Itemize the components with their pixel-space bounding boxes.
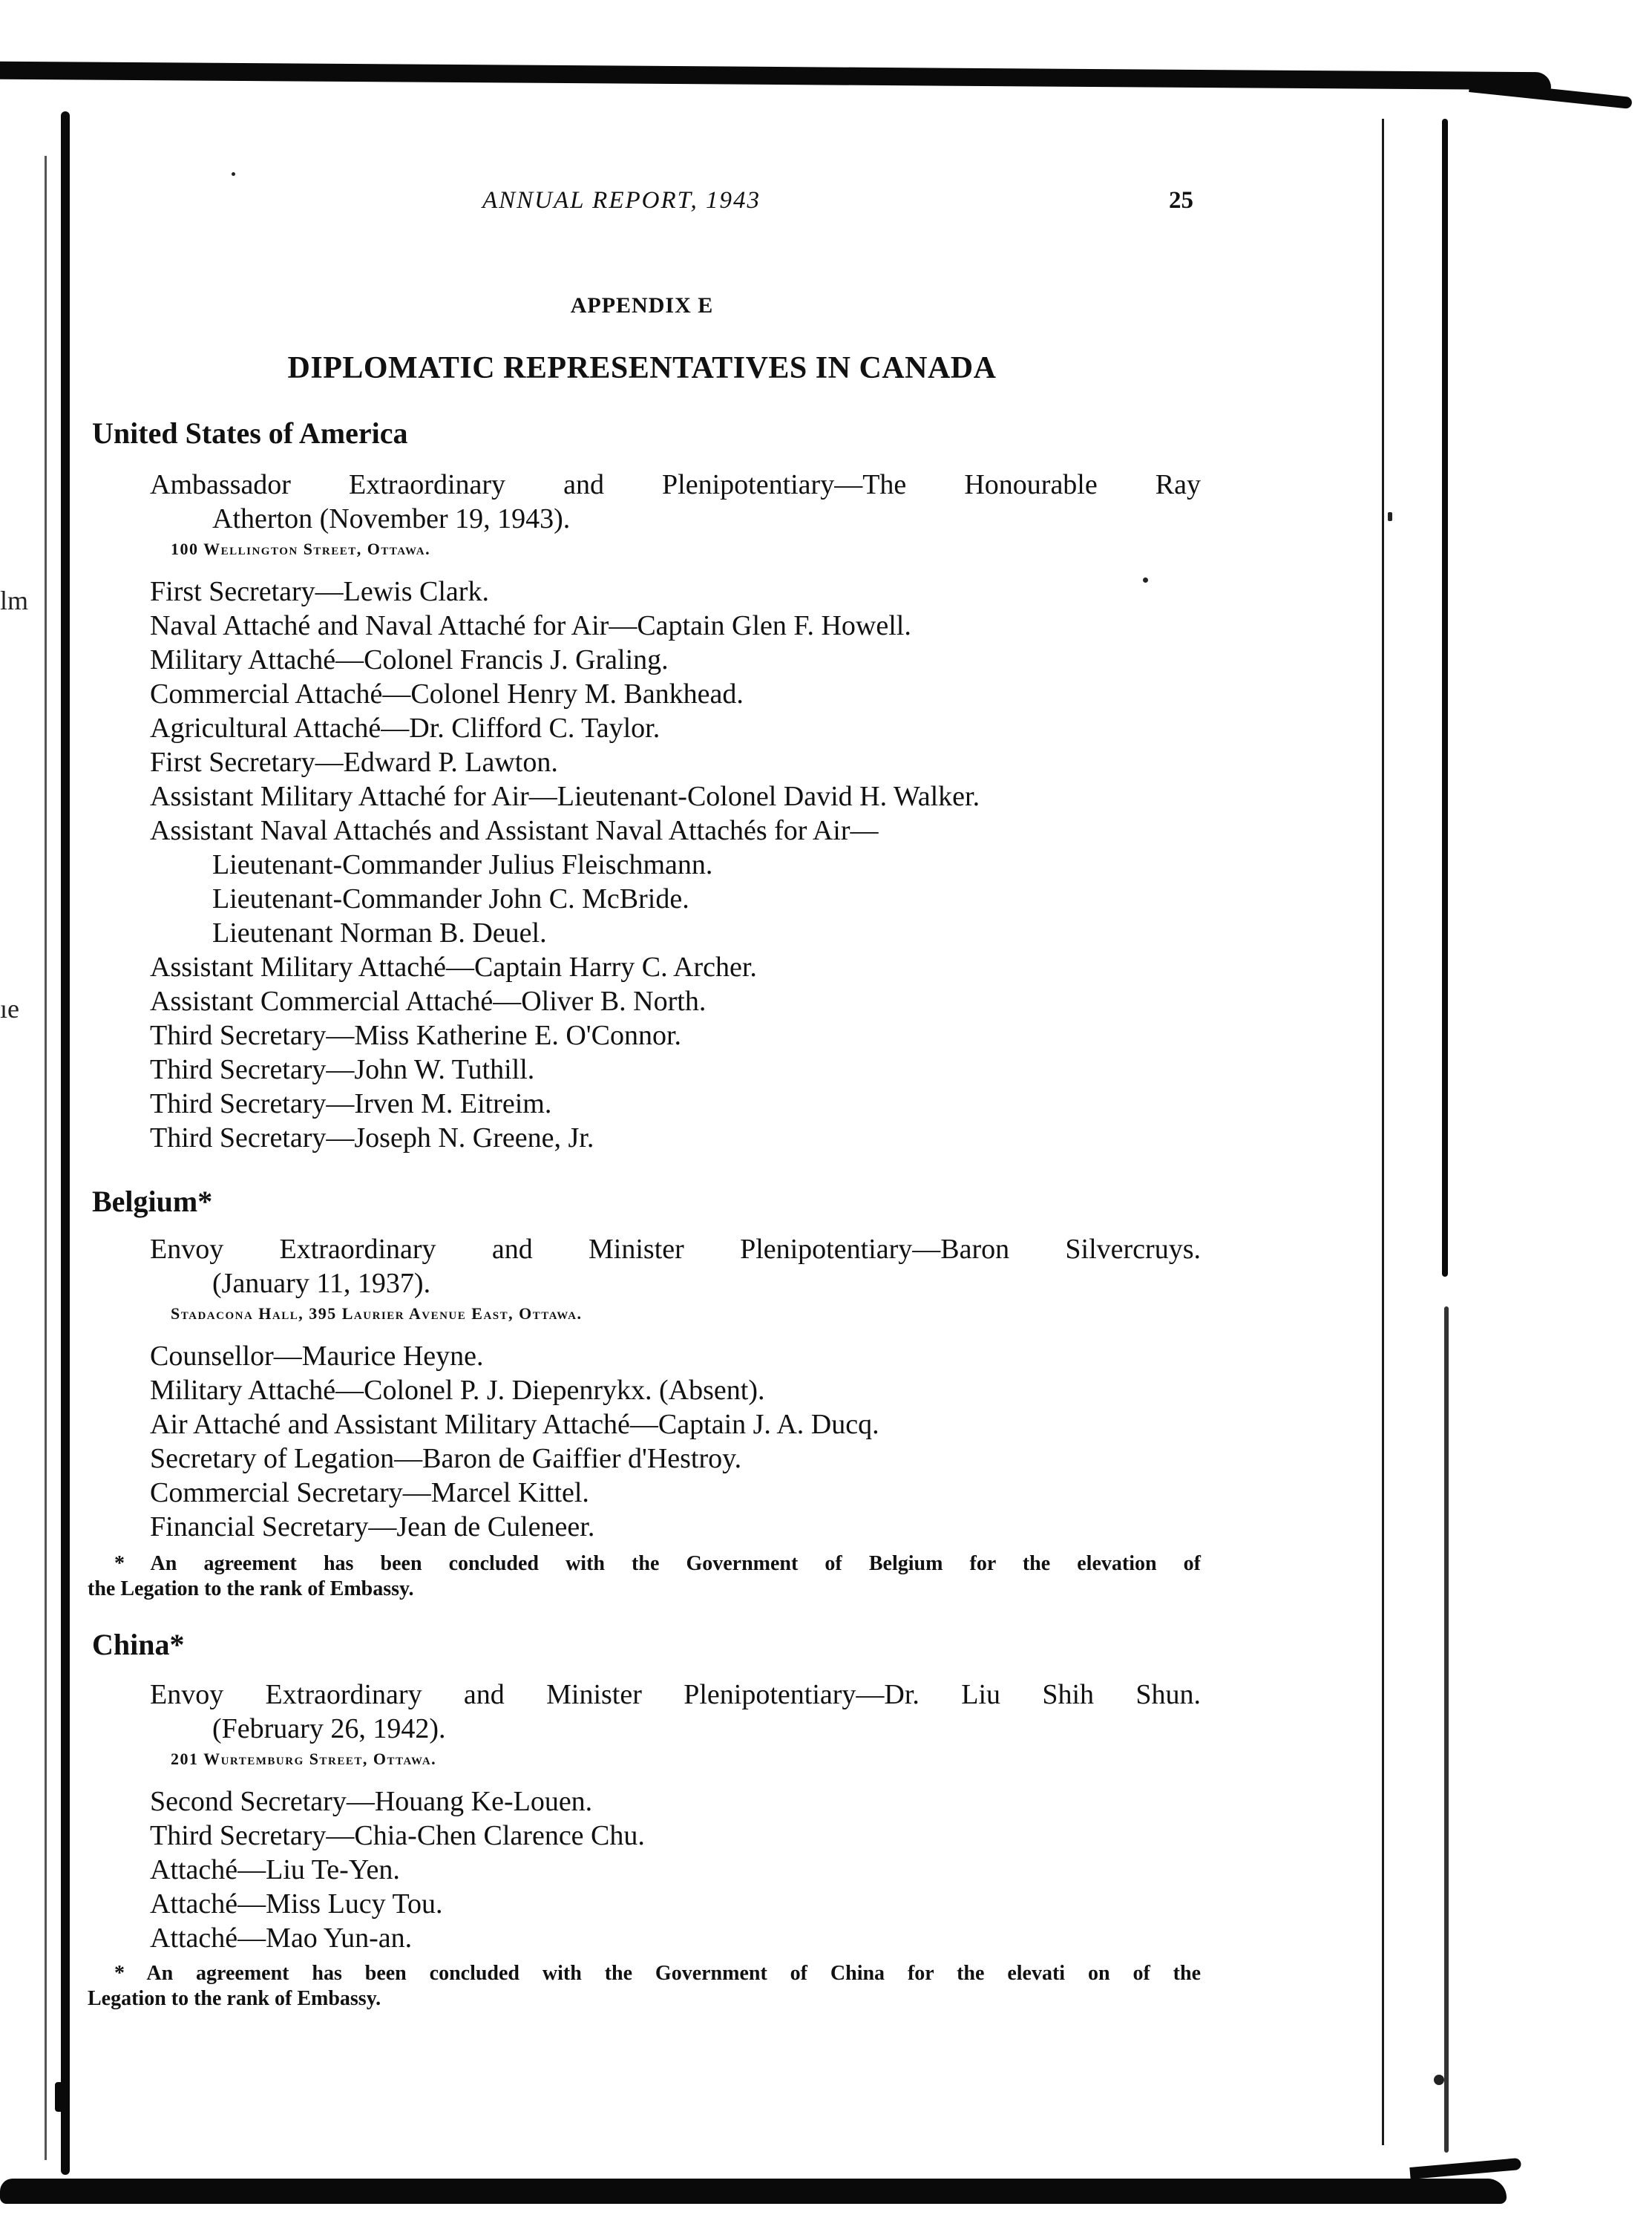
staff-entry: Assistant Commercial Attaché—Oliver B. North.: [150, 986, 707, 1017]
margin-fragment: ıe: [0, 994, 19, 1024]
head-of-mission: Ambassador Extraordinary and Plenipotentiary—The Honourable Ray: [150, 469, 1201, 500]
staff-entry: Military Attaché—Colonel P. J. Diepenrykx. (Absent).: [150, 1375, 765, 1406]
footnote-china: [88, 1961, 1201, 2012]
footnote-line: the Legation to the rank of Embassy.: [88, 1577, 414, 1600]
mission-address: 100 Wellington Street, Ottawa.: [171, 540, 431, 558]
staff-entry: Third Secretary—Miss Katherine E. O'Connor.: [150, 1020, 682, 1051]
page-title: DIPLOMATIC REPRESENTATIVES IN CANADA: [287, 351, 997, 385]
section-heading-usa: United States of America: [92, 416, 408, 450]
staff-entry: Third Secretary—Joseph N. Greene, Jr.: [150, 1122, 594, 1154]
staff-entry: Assistant Military Attaché—Captain Harry C. Archer.: [150, 952, 757, 983]
staff-sub-entry: Lieutenant-Commander John C. McBride.: [212, 883, 689, 914]
scan-border-left-notch: [55, 2082, 68, 2112]
staff-entry: Agricultural Attaché—Dr. Clifford C. Taylor.: [150, 713, 661, 744]
scan-speck: [1388, 512, 1392, 521]
staff-entry: Attaché—Miss Lucy Tou.: [150, 1888, 443, 1920]
staff-entry: Third Secretary—John W. Tuthill.: [150, 1054, 535, 1085]
staff-entry: First Secretary—Edward P. Lawton.: [150, 747, 558, 778]
running-head: ANNUAL REPORT, 1943: [482, 187, 761, 214]
staff-entry: Financial Secretary—Jean de Culeneer.: [150, 1511, 595, 1542]
scan-border-bottom: [0, 2179, 1507, 2204]
staff-entry: Naval Attaché and Naval Attaché for Air—Captain Glen F. Howell.: [150, 610, 911, 641]
staff-entry: Assistant Military Attaché for Air—Lieutenant-Colonel David H. Walker.: [150, 781, 980, 812]
page-number: 25: [1169, 187, 1193, 214]
footnote-line: * An agreement has been concluded with the Government of Belgium for the elevation of: [114, 1552, 1201, 1575]
staff-entry: Second Secretary—Houang Ke-Louen.: [150, 1786, 593, 1817]
head-of-mission-continued: (January 11, 1937).: [212, 1268, 431, 1299]
section-belgium: [150, 1232, 1201, 1544]
scan-border-right-thin: [1382, 119, 1384, 2145]
mission-address: 201 Wurtemburg Street, Ottawa.: [171, 1750, 437, 1768]
staff-entry: Attaché—Liu Te-Yen.: [150, 1854, 400, 1885]
staff-entry: Air Attaché and Assistant Military Attaché—Captain J. A. Ducq.: [150, 1409, 879, 1440]
staff-entry: Counsellor—Maurice Heyne.: [150, 1341, 484, 1372]
scan-border-left: [61, 111, 70, 2175]
staff-entry: Secretary of Legation—Baron de Gaiffier d'Hestroy.: [150, 1443, 742, 1474]
scan-speck: [232, 172, 235, 176]
staff-sub-entry: Lieutenant-Commander Julius Fleischmann.: [212, 849, 713, 880]
section-heading-belgium: Belgium*: [92, 1185, 213, 1218]
staff-entry: Commercial Attaché—Colonel Henry M. Bankhead.: [150, 678, 744, 710]
appendix-label: APPENDIX E: [570, 293, 714, 318]
head-of-mission: Envoy Extraordinary and Minister Plenipotentiary—Dr. Liu Shih Shun.: [150, 1679, 1201, 1710]
scan-speck: [1434, 2075, 1444, 2085]
head-of-mission-continued: Atherton (November 19, 1943).: [212, 503, 571, 534]
staff-entry: Commercial Secretary—Marcel Kittel.: [150, 1477, 589, 1508]
section-usa: [150, 468, 1201, 1155]
footnote-line: * An agreement has been concluded with the Government of China for the elevati on of the: [114, 1962, 1201, 1985]
scan-border-left-outer: [45, 156, 47, 2160]
margin-fragment: lm: [0, 586, 29, 615]
staff-entry: Assistant Naval Attachés and Assistant Naval Attachés for Air—: [150, 815, 879, 846]
staff-entry: Third Secretary—Chia-Chen Clarence Chu.: [150, 1820, 645, 1851]
head-of-mission: Envoy Extraordinary and Minister Plenipotentiary—Baron Silvercruys.: [150, 1234, 1201, 1265]
head-of-mission-continued: (February 26, 1942).: [212, 1713, 446, 1744]
staff-entry: Third Secretary—Irven M. Eitreim.: [150, 1088, 552, 1119]
staff-entry: Military Attaché—Colonel Francis J. Graling.: [150, 644, 669, 675]
scan-border-right-thick: [1442, 119, 1448, 1277]
mission-address: Stadacona Hall, 395 Laurier Avenue East, Ottawa.: [171, 1304, 583, 1323]
section-china: [150, 1678, 1201, 1955]
footnote-line: Legation to the rank of Embassy.: [88, 1987, 381, 2010]
staff-entry: Attaché—Mao Yun-an.: [150, 1923, 413, 1954]
scan-border-bottom-tail: [1409, 2158, 1521, 2179]
staff-entry: First Secretary—Lewis Clark.: [150, 576, 489, 607]
footnote-belgium: [88, 1551, 1201, 1602]
staff-sub-entry: Lieutenant Norman B. Deuel.: [212, 917, 547, 949]
scan-border-top: [0, 62, 1551, 91]
scan-border-right-lower: [1444, 1306, 1449, 2153]
section-heading-china: China*: [92, 1628, 185, 1661]
